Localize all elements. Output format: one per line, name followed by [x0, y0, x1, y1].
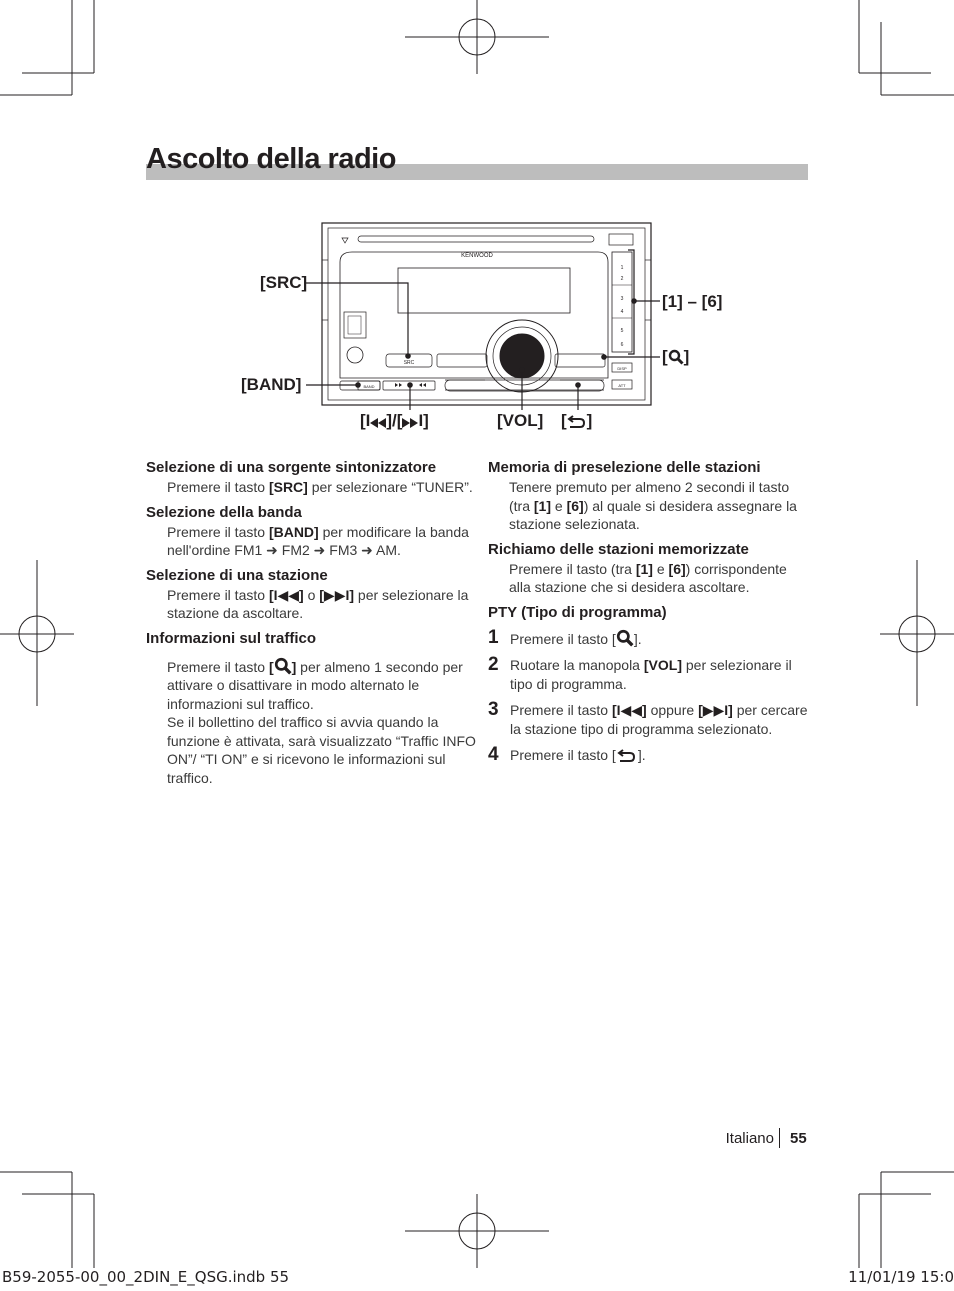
section-source: [146, 458, 476, 497]
seek-forward-icon: [402, 417, 418, 429]
step-1: 1 Premere il tasto [ ].: [488, 626, 642, 648]
section-station: [146, 566, 476, 623]
brand-logo: KENWOOD: [461, 253, 493, 259]
panel-disp-label: DISP: [617, 366, 627, 371]
panel-preset-1: 1: [620, 265, 624, 271]
panel-preset-2: 2: [620, 276, 624, 282]
section-text: Premere il tasto [SRC] per selezionare “TUNER”.: [167, 479, 473, 495]
section-preset-memory: [488, 458, 810, 534]
panel-preset-3: 3: [620, 296, 624, 302]
section-traffic: [146, 629, 476, 788]
step-2: 2 Ruotare la manopola [VOL] per selezionare il tipo di programma.: [488, 654, 792, 692]
search-icon: [668, 349, 684, 365]
section-heading: Informazioni sul traffico: [146, 629, 317, 647]
section-heading: Selezione di una stazione: [146, 566, 328, 584]
callout-search: [ ]: [662, 347, 690, 366]
right-column: [488, 458, 810, 765]
car-stereo-diagram: [0, 0, 954, 460]
panel-att-label: ATT: [618, 383, 626, 388]
section-heading: Richiamo delle stazioni memorizzate: [488, 540, 749, 558]
panel-preset-6: 6: [620, 342, 624, 348]
section-text: Premere il tasto [I◀◀] o [▶▶I] per selezionare la stazione da ascoltare.: [167, 586, 469, 621]
page-number: 55: [790, 1130, 807, 1147]
callout-seek: [I ]/[ I]: [360, 411, 429, 430]
slug-filename: B59-2055-00_00_2DIN_E_QSG.indb 55: [2, 1268, 290, 1286]
footer-divider: [779, 1128, 780, 1148]
panel-band-label: BAND: [363, 384, 375, 389]
panel-preset-5: 5: [620, 328, 624, 334]
page-title: Ascolto della radio: [146, 143, 396, 175]
section-heading: Selezione di una sorgente sintonizzatore: [146, 459, 437, 476]
section-heading: Selezione della banda: [146, 503, 302, 521]
seek-back-icon: [370, 417, 386, 429]
section-band: [146, 503, 476, 560]
step-4: 4 Premere il tasto [ ].: [488, 744, 646, 765]
section-text-2: Se il bollettino del traffico si avvia quando la funzione è attivata, sarà visualizzato “Traffic INFO ON”/ “TI ON” e si ricevono le informazioni sul traffico.: [167, 714, 476, 786]
section-heading: Memoria di preselezione delle stazioni: [488, 459, 761, 476]
footer-language: Italiano: [725, 1130, 774, 1147]
section-pty: [488, 603, 810, 765]
back-icon: [616, 747, 638, 763]
slug-timestamp: 11/01/19 15:0: [848, 1268, 954, 1286]
callout-src: [SRC]: [260, 273, 308, 292]
panel-src-label: SRC: [403, 360, 415, 366]
callout-presets: [1] – [6]: [662, 292, 723, 311]
callout-back: [ ]: [561, 411, 593, 430]
left-column: [146, 458, 476, 787]
section-preset-recall: [488, 540, 810, 597]
section-text: Premere il tasto [BAND] per modificare la banda nell'ordine FM1 ➜ FM2 ➜ FM3 ➜ AM.: [167, 523, 469, 558]
step-3: 3 Premere il tasto [I◀◀] oppure [▶▶I] per cercare la stazione tipo di programma selezionato.: [488, 699, 808, 737]
section-text: Premere il tasto [ ] per almeno 1 secondo per attivare o disattivare in modo alternato le informazioni sul traffico.: [167, 658, 463, 712]
section-text: Premere il tasto (tra [1] e [6]) corrispondente alla stazione che si desidera ascoltare.: [509, 560, 787, 595]
panel-preset-4: 4: [620, 309, 624, 315]
section-heading: PTY (Tipo di programma): [488, 603, 667, 621]
callout-band: [BAND]: [241, 375, 302, 394]
search-icon: [616, 629, 634, 647]
callout-vol: [VOL]: [497, 411, 544, 430]
section-text: Tenere premuto per almeno 2 secondi il tasto (tra [1] e [6]) al quale si desidera assegnare la stazione selezionata.: [509, 479, 797, 532]
back-icon: [567, 413, 587, 429]
search-icon: [274, 657, 292, 675]
